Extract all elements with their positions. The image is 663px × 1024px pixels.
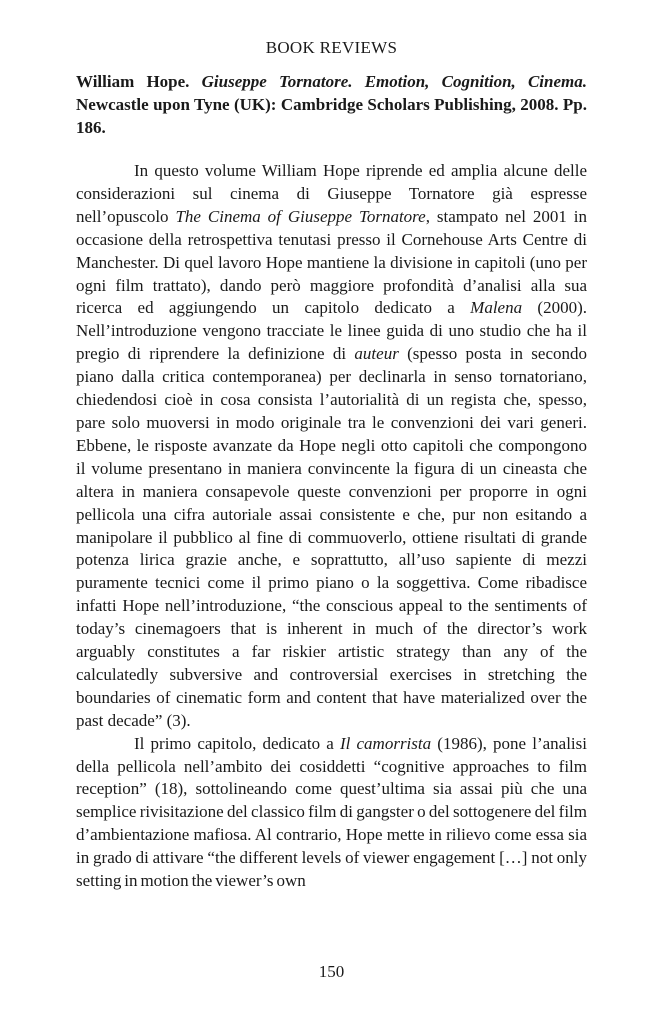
running-head: BOOK REVIEWS bbox=[265, 38, 398, 57]
paragraph-2-text-a: Il primo capitolo, dedicato a bbox=[134, 733, 340, 753]
citation-publication: Newcastle upon Tyne (UK): Cambridge Scholars Publishing, 2008. Pp. 186. bbox=[76, 95, 587, 137]
paragraph-1 bbox=[76, 160, 587, 733]
italic-film-title: The Cinema of Giuseppe Tornatore bbox=[175, 206, 426, 226]
page-number: 150 bbox=[318, 962, 345, 981]
italic-term-auteur: auteur bbox=[354, 344, 399, 364]
italic-film-title-malena: Malena bbox=[470, 298, 523, 318]
paragraph-1-text-b: , stampato nel 2001 in occasione della retrospettiva tenutasi presso il Cornehouse Arts Centre di Manchester. Di quel lavoro Hope mantiene la divisione in capitoli (uno per ogni film trattato), dando però maggiore profondità d’analisi alla sua ricerca ed aggiungendo un capitolo dedicato a bbox=[76, 206, 588, 318]
paragraph-1-text-a: In questo volume William Hope riprende ed amplia alcune delle considerazioni sul cinema di Giuseppe Tornatore già espresse nell’opuscolo bbox=[76, 161, 587, 226]
italic-film-title-camorrista: Il camorrista bbox=[339, 733, 432, 753]
paragraph-1-text-c: (2000). Nell’introduzione vengono tracciate le linee guida di uno studio che ha il pregio di riprendere la definizione di bbox=[76, 298, 587, 364]
paragraph-2 bbox=[76, 733, 587, 893]
paragraph-2-text-b: (1986), pone l’analisi della pellicola nell’ambito dei cosiddetti “cognitive approaches to film reception” (18), sottolineando come quest’ultima sia assai più che una semplice rivisitazione del classico film di gangster o del sottogenere del film d’ambientazione mafiosa. Al contrario, Hope mette in rilievo come essa sia in grado di attivare “the different levels of viewer engagement […] not only setting in motion the viewer’s own bbox=[76, 733, 587, 891]
citation-author: William Hope. bbox=[76, 72, 190, 91]
paragraph-1-text-d: (spesso posta in secondo piano dalla critica contemporanea) per declinarla in senso tornatoriano, chiedendosi cioè in cosa consista l’autorialità di un regista che, spesso, pare solo muoversi in modo originale tra le convenzioni dei vari generi. Ebbene, le risposte avanzate da Hope negli otto capitoli che compongono il volume presentano in maniera convincente la figura di un cineasta che altera in maniera consapevole queste convenzioni per proporre in ogni pellicola una cifra autoriale assai consistente e che, pur non esitando a manipolare il pubblico al fine di commuoverlo, ottiene risultati di grande potenza lirica grazie anche, e soprattutto, all’uso sapiente di mezzi puramente tecnici come il primo piano o la soggettiva. Come ribadisce infatti Hope nell’introduzione, “the conscious appeal to the sentiments of today’s cinemagoers that is inherent in much of the director’s work arguably constitutes a far riskier artistic strategy than any of the calculatedly subversive and controversial exercises in stretching the boundaries of cinematic form and content that have materialized over the past decade” (3). bbox=[76, 344, 587, 730]
review-body bbox=[76, 160, 587, 893]
book-citation bbox=[76, 70, 587, 139]
citation-title: Giuseppe Tornatore. Emotion, Cognition, Cinema. bbox=[201, 72, 588, 91]
book-page bbox=[76, 0, 587, 1024]
